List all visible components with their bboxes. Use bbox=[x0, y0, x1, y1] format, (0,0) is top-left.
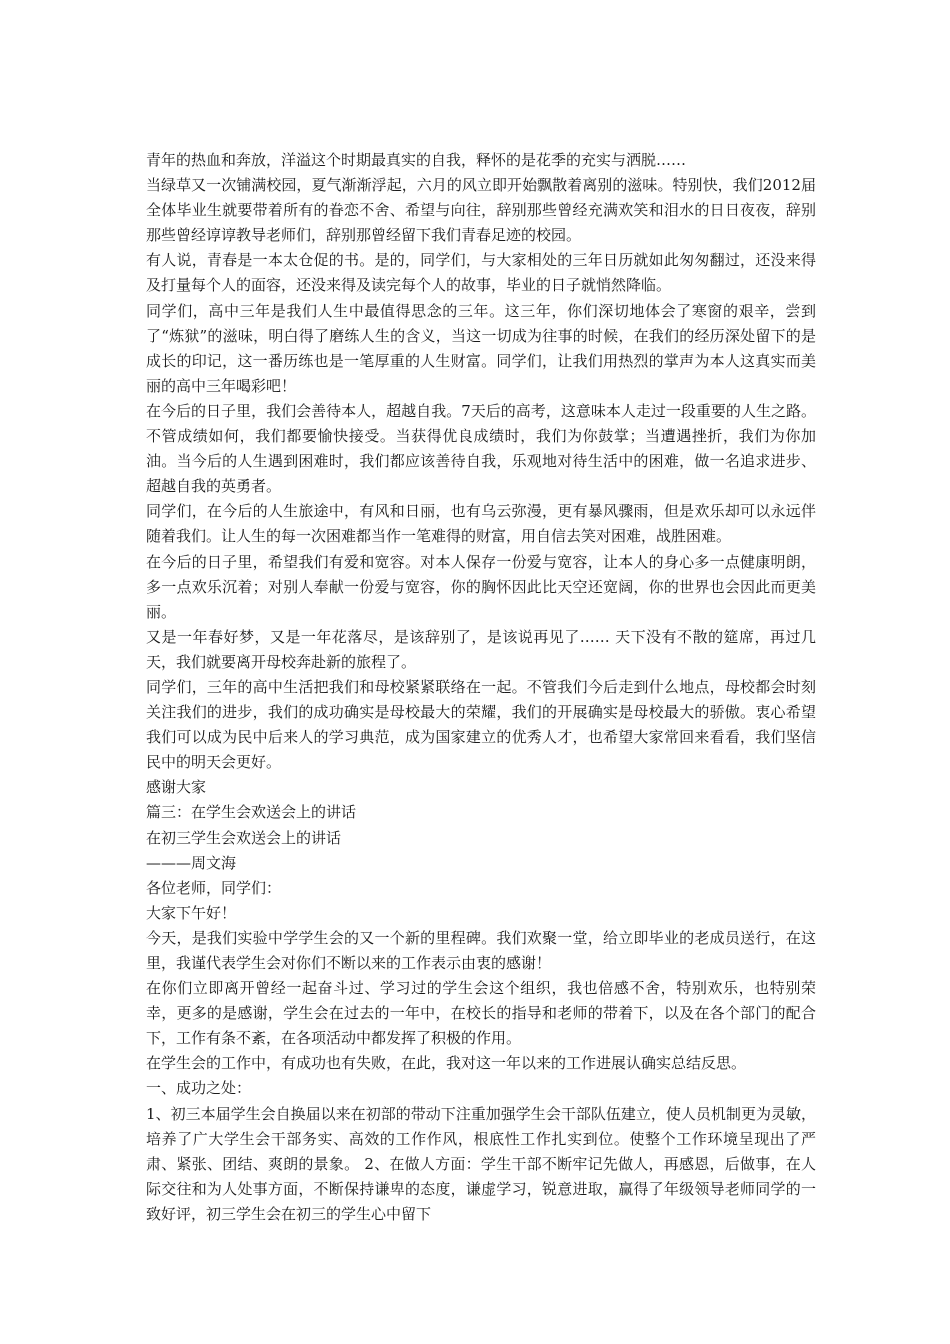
speech-author: ———周文海 bbox=[146, 853, 237, 872]
speech-title: 在初三学生会欢送会上的讲话 bbox=[146, 828, 342, 847]
paragraph-20: 1、初三本届学生会自换届以来在初部的带动下注重加强学生会干部队伍建立，使人员机制更为灵敏，培养了广大学生会干部务实、高效的工作作风，根底性工作扎实到位。使整个工作环境呈现出了严肃、紧张、团结、爽朗的景象。 2、在做人方面：学生干部不断牢记先做人，再感恩，后做事，在人际交往和为人处事方面，不断保持谦卑的态度，谦虚学习，锐意进取，赢得了年级领导老师同学的一致好评，初三学生会在初三的学生心中留下 bbox=[146, 1104, 816, 1223]
paragraph-6: 同学们，在今后的人生旅途中，有风和日丽，也有乌云弥漫，更有暴风骤雨，但是欢乐却可以永远伴随着我们。让人生的每一次困难都当作一笔难得的财富，用自信去笑对困难，战胜困难。 bbox=[146, 502, 816, 546]
paragraph-18: 在学生会的工作中，有成功也有失败，在此，我对这一年以来的工作进展认确实总结反思。 bbox=[146, 1054, 747, 1073]
paragraph-1: 青年的热血和奔放，洋溢这个时期最真实的自我，释怀的是花季的充实与洒脱…… bbox=[146, 151, 687, 169]
section-heading: 篇三：在学生会欢送会上的讲话 bbox=[146, 803, 357, 822]
subheading-successes: 一、成功之处： bbox=[146, 1079, 252, 1098]
paragraph-8: 又是一年春好梦，又是一年花落尽，是该辞别了，是该说再见了…… 天下没有不散的筵席，再过几天，我们就要离开母校奔赴新的旅程了。 bbox=[146, 627, 816, 671]
paragraph-7: 在今后的日子里，希望我们有爱和宽容。对本人保存一份爱与宽容，让本人的身心多一点健康明朗，多一点欢乐沉着；对别人奉献一份爱与宽容，你的胸怀因此比天空还宽阔，你的世界也会因此而更美丽。 bbox=[146, 552, 816, 621]
paragraph-3: 有人说，青春是一本太仓促的书。是的，同学们，与大家相处的三年日历就如此匆匆翻过，还没来得及打量每个人的面容，还没来得及读完每个人的故事，毕业的日子就悄然降临。 bbox=[146, 251, 816, 295]
salutation: 各位老师，同学们： bbox=[146, 878, 282, 897]
paragraph-4: 同学们，高中三年是我们人生中最值得思念的三年。这三年，你们深切地体会了寒窗的艰辛，尝到了“炼狱”的滋味，明白得了磨练人生的含义，当这一切成为往事的时候，在我们的经历深处留下的是成长的印记，这一番历练也是一笔厚重的人生财富。同学们，让我们用热烈的掌声为本人这真实而美丽的高中三年喝彩吧！ bbox=[146, 301, 816, 395]
paragraph-2: 当绿草又一次铺满校园，夏气渐渐浮起，六月的风立即开始飘散着离别的滋味。特别快，我们2012届全体毕业生就要带着所有的眷恋不舍、希望与向往，辞别那些曾经充满欢笑和泪水的日日夜夜，辞别那些曾经谆谆教导老师们，辞别那曾经留下我们青春足迹的校园。 bbox=[146, 176, 816, 245]
paragraph-5: 在今后的日子里，我们会善待本人，超越自我。7天后的高考，这意味本人走过一段重要的人生之路。不管成绩如何，我们都要愉快接受。当获得优良成绩时，我们为你鼓掌；当遭遇挫折，我们为你加油。当今后的人生遇到困难时，我们都应该善待自我，乐观地对待生活中的困难，做一名追求进步、超越自我的英勇者。 bbox=[146, 401, 816, 496]
document-body bbox=[146, 148, 816, 1227]
paragraph-9: 同学们，三年的高中生活把我们和母校紧紧联络在一起。不管我们今后走到什么地点，母校都会时刻关注我们的进步，我们的成功确实是母校最大的荣耀，我们的开展确实是母校最大的骄傲。衷心希望我们可以成为民中后来人的学习典范，成为国家建立的优秀人才，也希望大家常回来看看，我们坚信民中的明天会更好。 bbox=[146, 677, 816, 772]
paragraph-17: 在你们立即离开曾经一起奋斗过、学习过的学生会这个组织，我也倍感不舍，特别欢乐，也特别荣幸，更多的是感谢，学生会在过去的一年中，在校长的指导和老师的带着下，以及在各个部门的配合下，工作有条不紊，在各项活动中都发挥了积极的作用。 bbox=[146, 979, 816, 1048]
paragraph-16: 今天，是我们实验中学学生会的又一个新的里程碑。我们欢聚一堂，给立即毕业的老成员送行，在这里，我谨代表学生会对你们不断以来的工作表示由衷的感谢！ bbox=[146, 928, 816, 972]
closing-thanks: 感谢大家 bbox=[146, 778, 207, 797]
greeting: 大家下午好！ bbox=[146, 903, 237, 922]
